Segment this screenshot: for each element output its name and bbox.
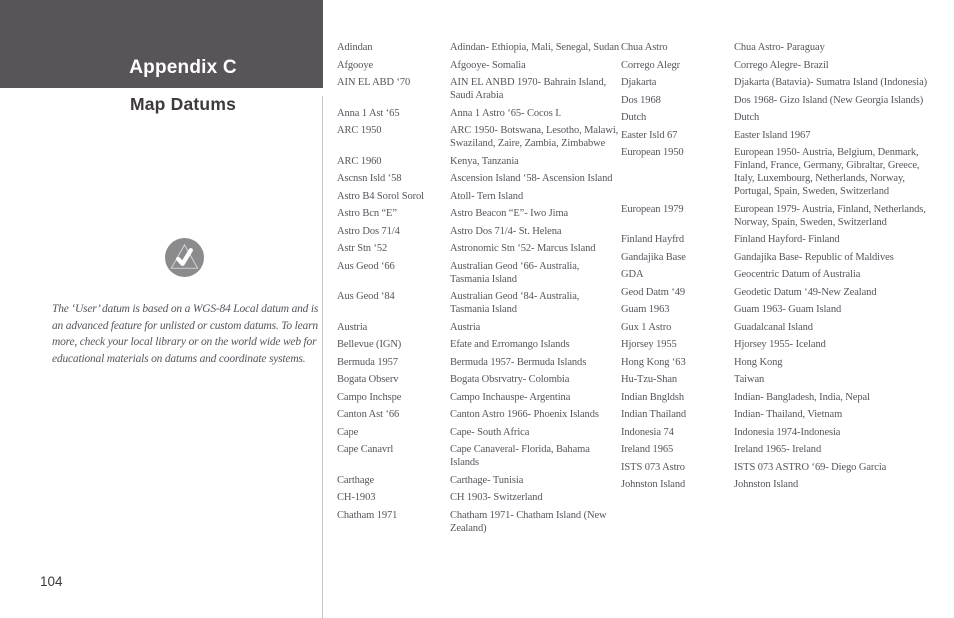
datum-abbreviation: Finland Hayfrd [621,234,685,245]
datum-abbreviation: Astro Dos 71/4 [337,225,400,237]
datum-abbreviation: ARC 1950 [337,125,382,136]
appendix-label: Appendix C [129,57,237,78]
datum-description: Australian Geod ‘84- Australia, Tasmania Island [450,291,580,315]
datum-description: Guam 1963- Guam Island [734,304,842,315]
datum-abbreviation: Djakarta [621,77,657,88]
datum-description: Australian Geod ‘66- Australia, Tasmania Island [450,260,580,285]
datum-abbreviation: ARC 1960 [337,155,382,167]
datum-abbreviation: European 1979 [621,203,684,215]
datum-description: Campo Inchauspe- Argentina [450,391,571,403]
datum-description: European 1950- Austria, Belgium, Denmark, Finland, France, Germany, Gibraltar, Greece, Italy, Luxembourg, Netherlands, Norway, Portugal, Spain, Sweden, Switzerland [734,147,920,197]
datum-description: Canton Astro 1966- Phoenix Islands [450,409,599,420]
datum-description: Dutch [734,112,760,123]
datum-description: Atoll- Tern Island [450,190,524,202]
datum-description: Ascension Island ‘58- Ascension Island [450,173,613,184]
datum-description: Chua Astro- Paraguay [734,42,825,53]
datum-abbreviation: Dutch [621,112,647,123]
datum-abbreviation: GDA [621,269,644,280]
datum-description: Austria [450,321,481,333]
datum-table-left [337,41,620,535]
user-datum-note: The ‘User’ datum is based on a WGS-84 Local datum and is an advanced feature for unlisted or custom datums. To learn more, check your local library or on the world wide web for educational materials on datums and coordinate systems. [52,303,319,365]
datum-abbreviation: Bogata Observ [337,374,399,385]
datum-abbreviation: Astr Stn ‘52 [337,243,388,254]
datum-abbreviation: Cape [337,426,359,438]
datum-description: Kenya, Tanzania [450,155,519,167]
datum-abbreviation: Bermuda 1957 [337,356,398,368]
datum-abbreviation: Chatham 1971 [337,509,398,521]
datum-abbreviation: Indian Thailand [621,409,687,420]
datum-description: Afgooye- Somalia [450,59,526,71]
datum-abbreviation: Easter Isld 67 [621,129,678,141]
datum-description: Indonesia 1974-Indonesia [734,426,841,438]
datum-abbreviation: Gux 1 Astro [621,321,672,333]
datum-description: Gandajika Base- Republic of Maldives [734,251,894,263]
datum-description: Ireland 1965- Ireland [734,444,822,455]
triangle-checkmark-icon [165,238,204,277]
datum-description: Bogata Obsrvatry- Colombia [450,374,570,385]
header-bar [0,0,323,88]
datum-abbreviation: Afgooye [337,59,374,71]
datum-abbreviation: Carthage [337,474,375,486]
datum-description: Geodetic Datum ‘49-New Zealand [734,286,877,298]
datum-abbreviation: Corrego Alegr [621,59,681,71]
datum-description: Indian- Thailand, Vietnam [734,409,843,420]
datum-description: Corrego Alegre- Brazil [734,59,829,71]
datum-abbreviation: AIN EL ABD ‘70 [337,77,411,88]
datum-description: Astronomic Stn ‘52- Marcus Island [450,243,596,254]
datum-description: Efate and Erromango Islands [450,339,570,350]
datum-description: AIN EL ANBD 1970- Bahrain Island, Saudi Arabia [450,77,607,101]
datum-description: Chatham 1971- Chatham Island (New Zealand) [450,509,607,534]
datum-abbreviation: Chua Astro [621,42,668,53]
datum-abbreviation: Ascnsn Isld ‘58 [337,173,402,184]
datum-abbreviation: Ireland 1965 [621,444,674,455]
datum-abbreviation: Hong Kong ‘63 [621,356,686,368]
datum-description: Astro Dos 71/4- St. Helena [450,225,562,237]
datum-description: Bermuda 1957- Bermuda Islands [450,356,587,368]
datum-abbreviation: Anna 1 Ast ‘65 [337,107,400,119]
datum-description: Dos 1968- Gizo Island (New Georgia Islands) [734,94,924,106]
datum-abbreviation: Geod Datm ‘49 [621,286,686,298]
datum-abbreviation: Canton Ast ‘66 [337,409,400,420]
datum-description: European 1979- Austria, Finland, Netherlands, Norway, Spain, Sweden, Switzerland [734,203,926,228]
page-title: Map Datums [129,94,237,114]
datum-abbreviation: Adindan [337,42,373,53]
datum-description: Carthage- Tunisia [450,474,524,486]
datum-description: CH 1903- Switzerland [450,492,543,503]
datum-abbreviation: Hjorsey 1955 [621,339,677,350]
datum-description: ARC 1950- Botswana, Lesotho, Malawi, Swaziland, Zaire, Zambia, Zimbabwe [450,125,619,149]
datum-description: Adindan- Ethiopia, Mali, Senegal, Sudan [450,42,620,53]
datum-abbreviation: Cape Canavrl [337,444,394,455]
datum-description: Cape- South Africa [450,426,530,438]
datum-description: ISTS 073 ASTRO ‘69- Diego Garcia [734,461,887,473]
datum-abbreviation: Hu-Tzu-Shan [621,374,678,385]
datum-abbreviation: Aus Geod ‘84 [337,291,395,302]
datum-description: Astro Beacon “E”- Iwo Jima [450,208,569,219]
datum-description: Easter Island 1967 [734,129,811,141]
datum-description: Cape Canaveral- Florida, Bahama Islands [450,444,590,468]
datum-abbreviation: Johnston Island [621,479,686,490]
datum-abbreviation: Dos 1968 [621,94,661,106]
datum-description: Hong Kong [734,356,783,368]
datum-table-right [621,41,934,491]
datum-abbreviation: Indian Bngldsh [621,391,685,403]
datum-abbreviation: Austria [337,321,368,333]
datum-description: Hjorsey 1955- Iceland [734,339,826,350]
datum-abbreviation: CH-1903 [337,492,376,503]
datum-abbreviation: Campo Inchspe [337,391,402,403]
page-number: 104 [40,574,63,589]
datum-description: Johnston Island [734,479,799,490]
datum-description: Taiwan [734,374,765,385]
datum-description: Guadalcanal Island [734,321,813,333]
datum-abbreviation: European 1950 [621,147,684,158]
datum-description: Geocentric Datum of Australia [734,269,861,280]
datum-abbreviation: Astro Bcn “E” [337,208,397,219]
datum-abbreviation: Aus Geod ‘66 [337,260,395,272]
datum-description: Anna 1 Astro ‘65- Cocos I. [450,107,562,119]
datum-abbreviation: Bellevue (IGN) [337,339,402,350]
datum-abbreviation: Guam 1963 [621,304,670,315]
datum-abbreviation: ISTS 073 Astro [621,461,685,473]
datum-description: Indian- Bangladesh, India, Nepal [734,391,870,403]
datum-abbreviation: Indonesia 74 [621,426,674,438]
datum-abbreviation: Gandajika Base [621,251,686,263]
datum-description: Finland Hayford- Finland [734,234,840,245]
datum-abbreviation: Astro B4 Sorol Sorol [337,190,424,202]
datum-description: Djakarta (Batavia)- Sumatra Island (Indonesia) [734,77,928,88]
